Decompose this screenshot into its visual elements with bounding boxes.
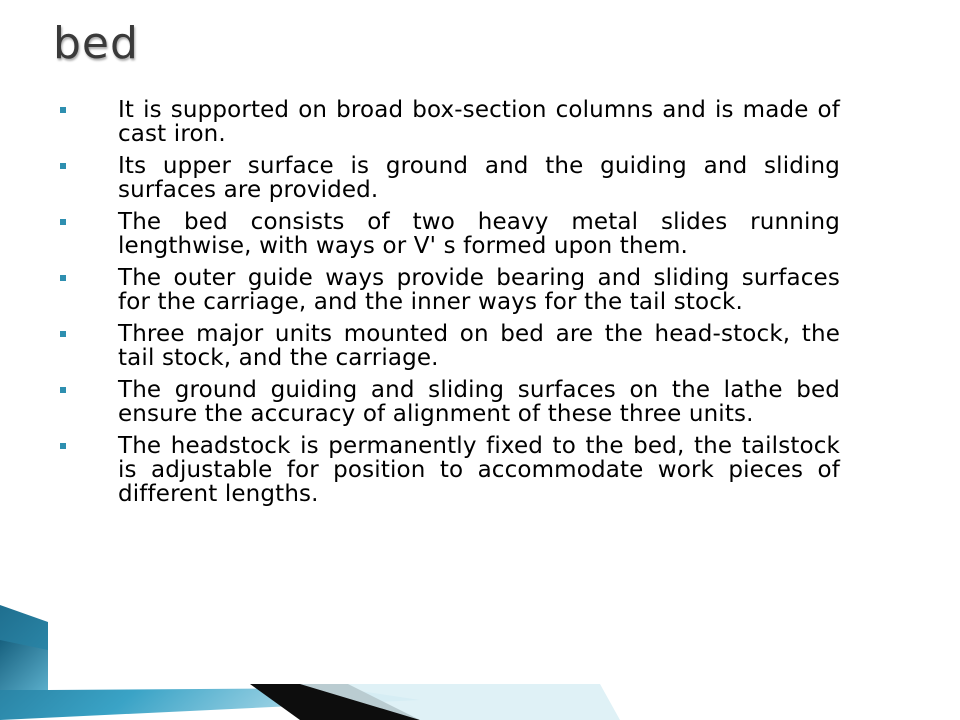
bullet-text: The outer guide ways provide bearing and sliding surfaces for the carriage, and the inner ways for the tail stock.	[118, 265, 840, 315]
blue-band-shape	[0, 605, 420, 720]
bullet-list	[58, 98, 840, 514]
panel-edge	[48, 600, 948, 684]
light-strip-shape	[300, 684, 620, 720]
bullet-item	[58, 210, 840, 258]
bullet-item	[58, 266, 840, 314]
bullet-item	[58, 98, 840, 146]
square-bullet-icon	[60, 331, 66, 337]
bullet-item	[58, 322, 840, 370]
dark-sliver-shape	[250, 684, 420, 720]
square-bullet-icon	[60, 275, 66, 281]
square-bullet-icon	[60, 443, 66, 449]
bullet-text: Three major units mounted on bed are the head-stock, the tail stock, and the carriage.	[118, 321, 840, 371]
bullet-text: The ground guiding and sliding surfaces on the lathe bed ensure the accuracy of alignment of these three units.	[118, 377, 840, 427]
bullet-item	[58, 154, 840, 202]
square-bullet-icon	[60, 163, 66, 169]
slide-title: bed	[53, 18, 139, 69]
bullet-item	[58, 434, 840, 506]
square-bullet-icon	[60, 107, 66, 113]
blue-stripe-shape	[0, 640, 48, 690]
bullet-item	[58, 378, 840, 426]
bullet-text: The headstock is permanently fixed to the bed, the tailstock is adjustable for position to accommodate work pieces of different lengths.	[118, 433, 840, 507]
bullet-text: The bed consists of two heavy metal slides running lengthwise, with ways or V' s formed upon them.	[118, 209, 840, 259]
bullet-text: It is supported on broad box-section columns and is made of cast iron.	[118, 97, 840, 147]
square-bullet-icon	[60, 219, 66, 225]
bullet-text: Its upper surface is ground and the guiding and sliding surfaces are provided.	[118, 153, 840, 203]
square-bullet-icon	[60, 387, 66, 393]
